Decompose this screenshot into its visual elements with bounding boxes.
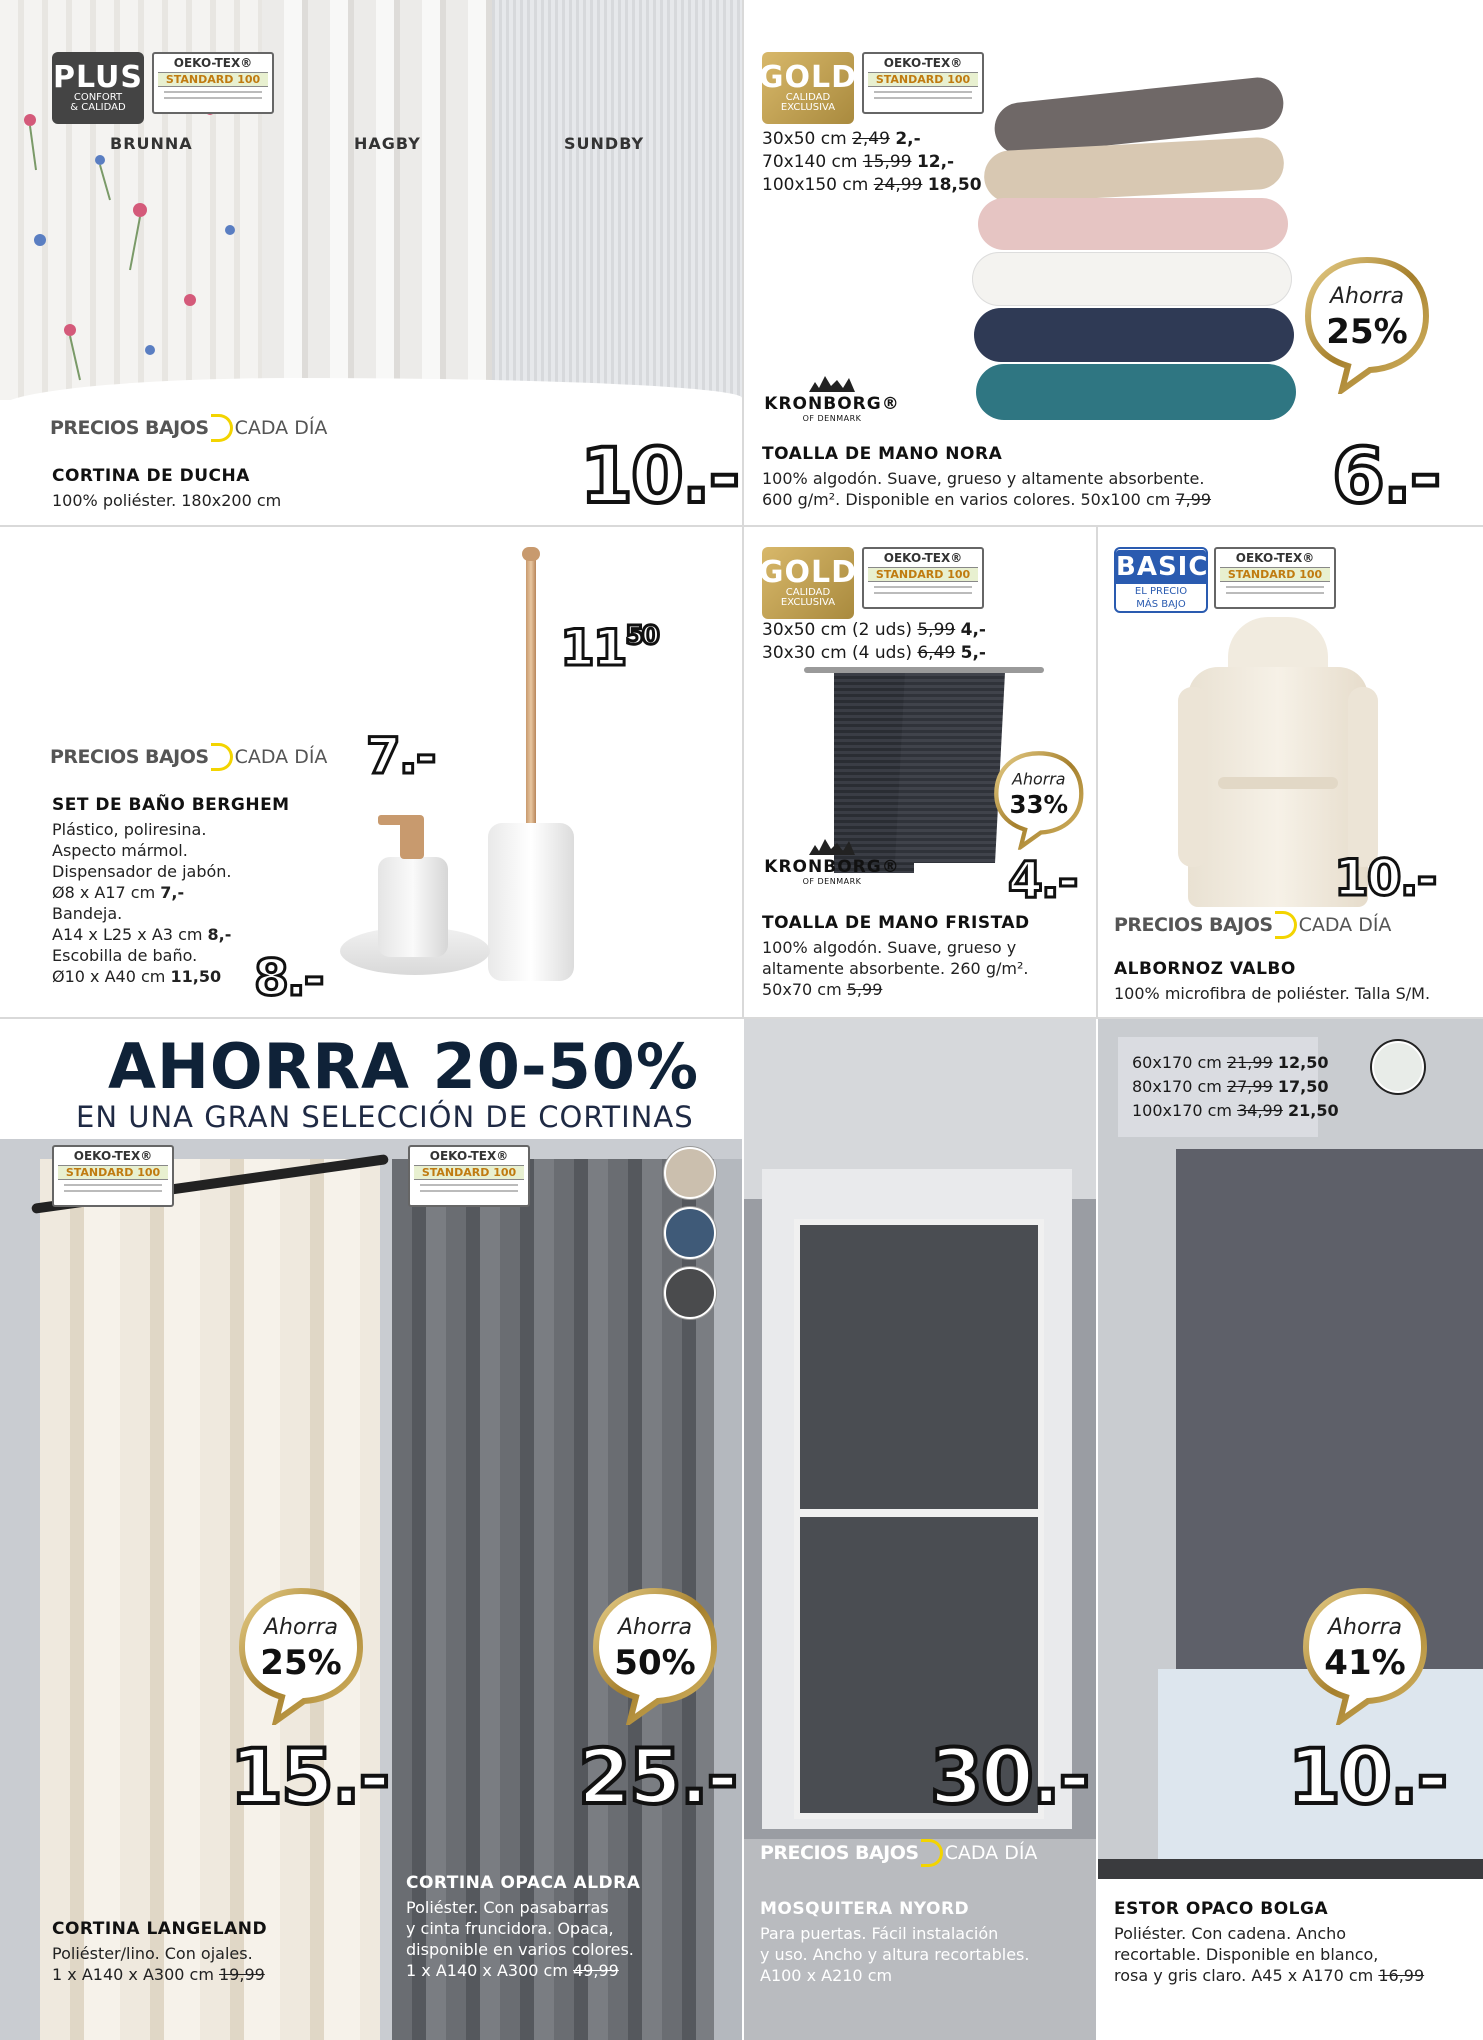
tray-price: 8,- — [207, 925, 232, 944]
color-swatch-white[interactable] — [1372, 1041, 1424, 1093]
new-price: 12,50 — [1277, 1053, 1329, 1072]
oeko-title: OEKO-TEX® — [173, 56, 253, 70]
product-title: CORTINA OPACA ALDRA — [406, 1873, 641, 1893]
precios-bajos-rest: CADA DÍA — [234, 746, 328, 768]
oeko-standard: STANDARD 100 — [868, 72, 978, 87]
oeko-tex-label — [52, 1145, 174, 1207]
size-row — [762, 128, 982, 151]
size-price-list — [1132, 1051, 1339, 1123]
gold-badge — [758, 547, 858, 619]
product-description — [762, 468, 1211, 510]
description-line: y cinta fruncidora. Opaca, — [406, 1919, 614, 1938]
precios-bajos-rest: CADA DÍA — [944, 1842, 1038, 1864]
oeko-tex-label — [408, 1145, 530, 1207]
new-price: 12,- — [916, 152, 955, 172]
precios-bajos-bold: PRECIOS BAJOS — [1114, 914, 1273, 936]
color-swatch-blue[interactable] — [664, 1207, 716, 1259]
saving-label: Ahorra — [617, 1615, 693, 1640]
gold-badge — [758, 52, 858, 124]
nyord-mosquito-net-card[interactable] — [744, 1019, 1096, 2040]
plus-badge-sub2: & CALIDAD — [70, 102, 126, 113]
tray-price-tag: 8.- — [254, 949, 323, 1007]
size-row — [1132, 1075, 1339, 1099]
gold-badge-sub2: EXCLUSIVA — [780, 597, 836, 608]
saving-percent: 25% — [1326, 312, 1408, 352]
divider — [742, 0, 744, 525]
description-line: Escobilla de baño. — [52, 946, 198, 965]
brand-sub: OF DENMARK — [802, 414, 862, 423]
price-euros: 11 — [560, 619, 626, 677]
old-price: 7,99 — [1175, 490, 1212, 509]
basic-badge — [1114, 547, 1208, 613]
variant-label-sundby: SUNDBY — [564, 134, 645, 153]
saving-label: Ahorra — [1012, 770, 1066, 789]
basic-badge-sub1: EL PRECIO — [1134, 585, 1188, 597]
price-cents: 50 — [625, 621, 658, 651]
description-line: 1 x A140 x A300 cm — [52, 1965, 214, 1984]
oeko-standard: STANDARD 100 — [1220, 567, 1330, 582]
precios-bajos-logo — [50, 414, 327, 442]
berghem-bath-set-card[interactable] — [0, 527, 742, 1017]
size-label: 30x50 cm (2 uds) — [762, 620, 912, 640]
size-row — [762, 151, 982, 174]
gold-badge-sub1: CALIDAD — [785, 91, 831, 103]
gold-badge-sub2: EXCLUSIVA — [780, 102, 836, 113]
gold-badge-main: GOLD — [758, 554, 858, 590]
size-label: 30x50 cm — [762, 129, 847, 149]
size-row — [762, 619, 986, 642]
description-line: 1 x A140 x A300 cm — [406, 1961, 568, 1980]
aldra-curtain-card[interactable] — [392, 1019, 742, 2040]
saving-bubble — [1302, 254, 1432, 394]
saving-label: Ahorra — [1327, 1615, 1403, 1640]
kronborg-logo — [762, 835, 902, 886]
product-title: CORTINA LANGELAND — [52, 1919, 268, 1939]
section-heading: AHORRA 20-50% — [108, 1030, 700, 1103]
old-price: 6,49 — [917, 643, 956, 663]
product-title: MOSQUITERA NYORD — [760, 1899, 970, 1919]
oeko-tex-label — [152, 52, 274, 114]
product-description — [406, 1897, 634, 1981]
new-price: 17,50 — [1277, 1077, 1329, 1096]
brand-name: KRONBORG® — [764, 394, 900, 414]
fristad-towel-card[interactable] — [744, 527, 1096, 1017]
plus-badge-sub1: CONFORT — [73, 91, 123, 103]
hagby-curtain — [262, 0, 492, 400]
variant-label-brunna: BRUNNA — [110, 134, 193, 153]
oeko-tex-label — [862, 547, 984, 609]
old-price: 21,99 — [1226, 1053, 1273, 1072]
tray-size: A14 x L25 x A3 cm — [52, 925, 203, 944]
size-row — [1132, 1051, 1339, 1075]
product-title: TOALLA DE MANO NORA — [762, 444, 1003, 464]
saving-label: Ahorra — [1329, 284, 1405, 309]
oeko-standard: STANDARD 100 — [158, 72, 268, 87]
description-line: Poliéster/lino. Con ojales. — [52, 1944, 253, 1963]
precios-bajos-logo — [1114, 911, 1391, 939]
saving-bubble — [1300, 1585, 1430, 1725]
oeko-standard: STANDARD 100 — [868, 567, 978, 582]
precios-bajos-logo — [760, 1839, 1037, 1867]
brand-sub: OF DENMARK — [802, 877, 862, 886]
door-net-image — [744, 1019, 1096, 2040]
old-price: 5,99 — [846, 980, 883, 999]
product-description — [52, 819, 232, 987]
description-line: disponible en varios colores. — [406, 1940, 634, 1959]
saving-bubble — [590, 1585, 720, 1725]
product-description: 100% microfibra de poliéster. Talla S/M. — [1114, 984, 1431, 1003]
brush-size: Ø10 x A40 cm — [52, 967, 166, 986]
size-row — [1132, 1099, 1339, 1123]
oeko-title: OEKO-TEX® — [1235, 551, 1315, 565]
roller-blind-image — [1098, 1019, 1483, 2040]
description-line: 100% algodón. Suave, grueso y — [762, 938, 1017, 957]
description-line: altamente absorbente. 260 g/m². — [762, 959, 1029, 978]
saving-bubble — [992, 749, 1086, 850]
old-price: 49,99 — [573, 1961, 619, 1980]
size-price-list — [762, 619, 986, 665]
gold-badge-main: GOLD — [758, 59, 858, 95]
basic-badge-sub2: MÁS BAJO — [1136, 599, 1186, 610]
description-line: Para puertas. Fácil instalación — [760, 1924, 999, 1943]
dispenser-price: 7,- — [160, 883, 185, 902]
product-description — [760, 1923, 1029, 1986]
oeko-tex-label — [1214, 547, 1336, 609]
plus-badge — [52, 52, 144, 124]
new-price: 18,50 — [927, 175, 982, 195]
product-description — [762, 937, 1028, 1000]
product-title: TOALLA DE MANO FRISTAD — [762, 913, 1030, 933]
precios-bajos-bold: PRECIOS BAJOS — [760, 1842, 919, 1864]
divider — [1096, 527, 1098, 1017]
description-line: Poliéster. Con pasabarras — [406, 1898, 609, 1917]
size-label: 60x170 cm — [1132, 1053, 1222, 1072]
price-tag: 4.- — [1008, 851, 1077, 909]
plus-badge-main: PLUS — [52, 59, 143, 95]
old-price: 15,99 — [862, 152, 912, 172]
price-tag: 6.- — [1332, 431, 1440, 520]
precios-bajos-rest: CADA DÍA — [234, 417, 328, 439]
description-line: rosa y gris claro. A45 x A170 cm — [1114, 1966, 1374, 1985]
description-line: Plástico, poliresina. — [52, 820, 207, 839]
description-line: Aspecto mármol. — [52, 841, 188, 860]
saving-bubble — [236, 1585, 366, 1725]
oeko-standard: STANDARD 100 — [414, 1165, 524, 1180]
description-line: 600 g/m². Disponible en varios colores. 50x100 cm — [762, 490, 1171, 509]
size-label: 80x170 cm — [1132, 1077, 1222, 1096]
saving-label: Ahorra — [263, 1615, 339, 1640]
precios-bajos-rest: CADA DÍA — [1298, 914, 1392, 936]
saving-percent: 50% — [614, 1643, 696, 1683]
oeko-title: OEKO-TEX® — [883, 551, 963, 565]
oeko-standard: STANDARD 100 — [58, 1165, 168, 1180]
divider — [742, 527, 744, 1017]
product-title: CORTINA DE DUCHA — [52, 466, 250, 486]
saving-percent: 41% — [1324, 1643, 1406, 1683]
new-price: 4,- — [960, 620, 986, 640]
price-tag: 15.- — [230, 1732, 389, 1821]
dispenser-size: Ø8 x A17 cm — [52, 883, 156, 902]
description-line: Dispensador de jabón. — [52, 862, 232, 881]
size-label: 70x140 cm — [762, 152, 858, 172]
dispenser-price-tag: 7.- — [366, 727, 435, 785]
old-price: 34,99 — [1237, 1101, 1283, 1120]
size-row — [762, 642, 986, 665]
oeko-tex-label — [862, 52, 984, 114]
description-line: 100% algodón. Suave, grueso y altamente absorbente. — [762, 469, 1205, 488]
precios-bajos-logo — [50, 743, 327, 771]
bolga-blind-card[interactable] — [1098, 1019, 1483, 2040]
old-price: 2,49 — [852, 129, 890, 149]
size-label: 100x170 cm — [1132, 1101, 1233, 1120]
price-tag: 10.- — [580, 431, 739, 520]
description-line: y uso. Ancho y altura recortables. — [760, 1945, 1030, 1964]
price-tag: 30.- — [930, 1732, 1089, 1821]
description-line: Poliéster. Con cadena. Ancho — [1114, 1924, 1347, 1943]
oeko-title: OEKO-TEX® — [429, 1149, 509, 1163]
product-description: 100% poliéster. 180x200 cm — [52, 491, 282, 510]
gold-badge-sub1: CALIDAD — [785, 586, 831, 598]
langeland-curtain-card[interactable] — [0, 1019, 390, 2040]
old-price: 5,99 — [917, 620, 956, 640]
price-tag: 25.- — [578, 1732, 737, 1821]
basic-badge-main: BASIC — [1116, 551, 1209, 582]
nora-towel-card[interactable] — [744, 0, 1483, 525]
size-label: 30x30 cm (4 uds) — [762, 643, 912, 663]
description-line: recortable. Disponible en blanco, — [1114, 1945, 1379, 1964]
brush-price-tag — [560, 619, 658, 677]
product-title: ALBORNOZ VALBO — [1114, 959, 1296, 979]
size-label: 100x150 cm — [762, 175, 869, 195]
product-title: SET DE BAÑO BERGHEM — [52, 795, 290, 815]
size-price-list — [762, 128, 982, 197]
saving-percent: 25% — [260, 1643, 342, 1683]
description-line: 50x70 cm — [762, 980, 842, 999]
brush-price: 11,50 — [170, 967, 222, 986]
section-subheading: EN UNA GRAN SELECCIÓN DE CORTINAS — [76, 1100, 694, 1134]
saving-percent: 33% — [1009, 790, 1069, 820]
variant-label-hagby: HAGBY — [354, 134, 421, 153]
valbo-bathrobe-card[interactable] — [1098, 527, 1483, 1017]
towel-stack-image — [964, 80, 1304, 430]
divider — [0, 1017, 1483, 1019]
old-price: 19,99 — [219, 1965, 265, 1984]
new-price: 21,50 — [1288, 1101, 1339, 1120]
old-price: 24,99 — [873, 175, 923, 195]
product-title: ESTOR OPACO BOLGA — [1114, 1899, 1329, 1919]
product-description — [1114, 1923, 1424, 1986]
description-line: Bandeja. — [52, 904, 123, 923]
new-price: 2,- — [895, 129, 921, 149]
kronborg-logo — [762, 372, 902, 423]
oeko-title: OEKO-TEX® — [73, 1149, 153, 1163]
old-price: 16,99 — [1378, 1966, 1425, 1985]
product-description — [52, 1943, 265, 1985]
new-price: 5,- — [960, 643, 986, 663]
oeko-title: OEKO-TEX® — [883, 56, 963, 70]
color-swatch-beige[interactable] — [664, 1147, 716, 1199]
precios-bajos-bold: PRECIOS BAJOS — [50, 746, 209, 768]
price-tag: 10.- — [1334, 849, 1436, 907]
sundby-curtain — [492, 0, 742, 400]
brand-name: KRONBORG® — [764, 857, 900, 877]
precios-bajos-bold: PRECIOS BAJOS — [50, 417, 209, 439]
price-tag: 10.- — [1288, 1732, 1447, 1821]
shower-curtain-card[interactable] — [0, 0, 742, 525]
old-price: 27,99 — [1226, 1077, 1273, 1096]
size-row — [762, 174, 982, 197]
description-line: A100 x A210 cm — [760, 1966, 893, 1985]
color-swatch-grey[interactable] — [664, 1267, 716, 1319]
